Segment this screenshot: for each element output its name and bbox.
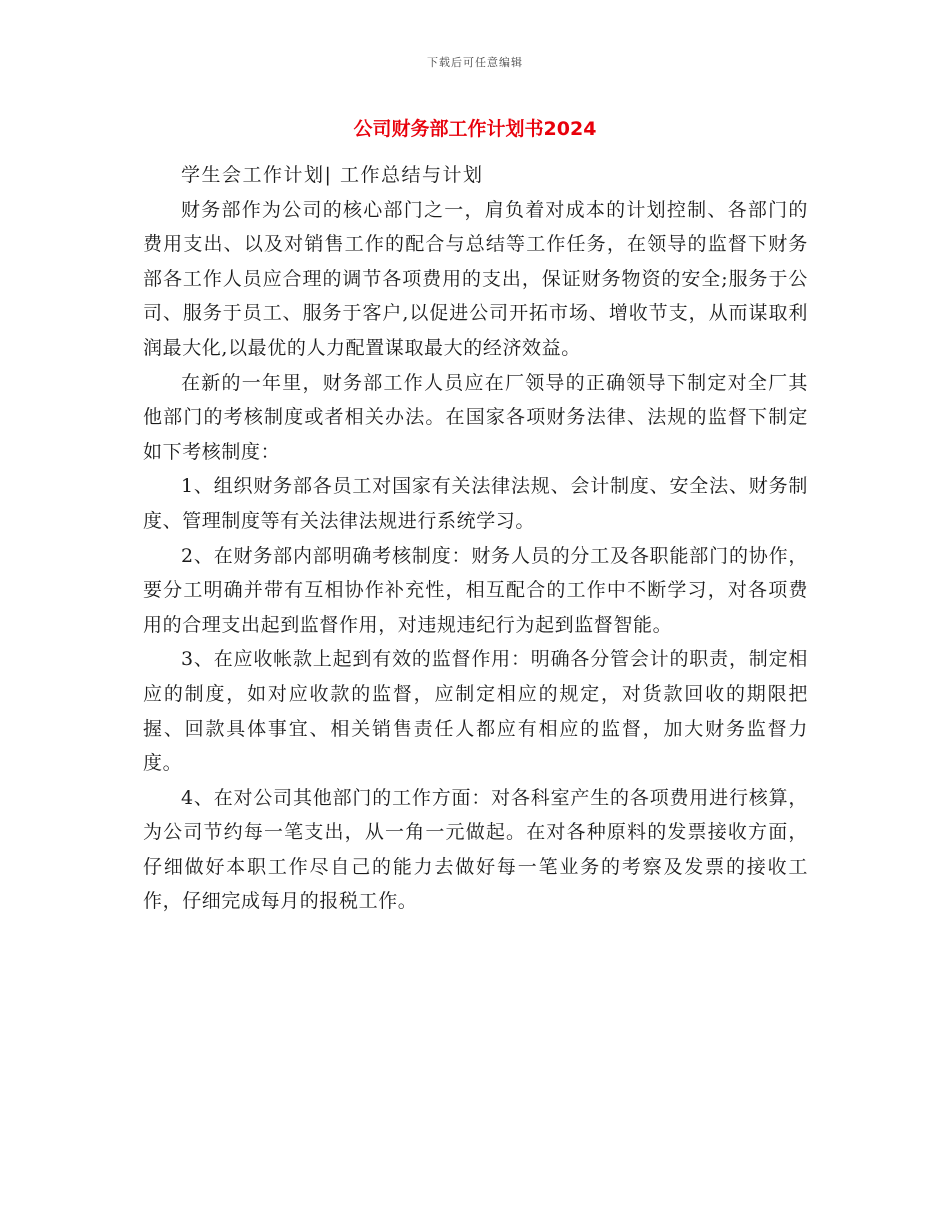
document-subtitle: 学生会工作计划| 工作总结与计划 — [181, 164, 484, 186]
header-note: 下载后可任意编辑 — [427, 56, 523, 69]
document-title: 公司财务部工作计划书2024 — [353, 118, 597, 140]
paragraph-item-2: 2、在财务部内部明确考核制度：财务人员的分工及各职能部门的协作，要分工明确并带有互相协作补充性，相互配合的工作中不断学习，对各项费用的合理支出起到监督作用，对违规违纪行为起到监督智能。 — [143, 544, 808, 636]
document-body — [143, 158, 808, 919]
paragraph-item-4: 4、在对公司其他部门的工作方面：对各科室产生的各项费用进行核算，为公司节约每一笔支出，从一角一元做起。在对各种原料的发票接收方面，仔细做好本职工作尽自己的能力去做好每一笔业务的考察及发票的接收工作，仔细完成每月的报税工作。 — [143, 786, 808, 913]
paragraph-item-1: 1、组织财务部各员工对国家有关法律法规、会计制度、安全法、财务制度、管理制度等有关法律法规进行系统学习。 — [143, 475, 808, 532]
paragraph-intro: 财务部作为公司的核心部门之一，肩负着对成本的计划控制、各部门的费用支出、以及对销售工作的配合与总结等工作任务，在领导的监督下财务部各工作人员应合理的调节各项费用的支出，保证财务物资的安全;服务于公司、服务于员工、服务于客户,以促进公司开拓市场、增收节支，从而谋取利润最大化,以最优的人力配置谋取最大的经济效益。 — [143, 198, 808, 359]
paragraph-new-year: 在新的一年里，财务部工作人员应在厂领导的正确领导下制定对全厂其他部门的考核制度或者相关办法。在国家各项财务法律、法规的监督下制定如下考核制度： — [143, 371, 808, 463]
paragraph-item-3: 3、在应收帐款上起到有效的监督作用：明确各分管会计的职责，制定相应的制度，如对应收款的监督，应制定相应的规定，对货款回收的期限把握、回款具体事宜、相关销售责任人都应有相应的监督，加大财务监督力度。 — [143, 648, 808, 775]
